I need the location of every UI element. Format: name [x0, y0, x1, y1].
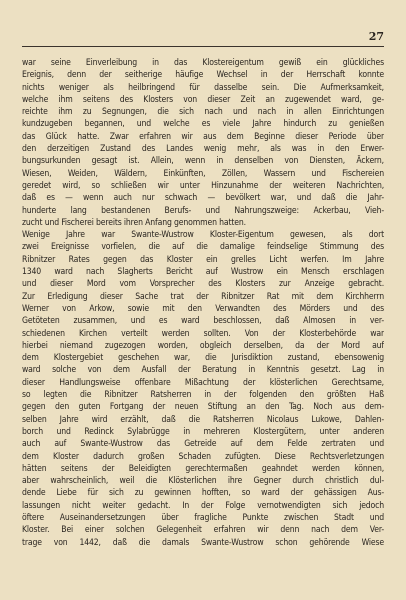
- text-line: öftere Auseinandersetzungen über fragliche Punkte zwischen Stadt und: [22, 512, 384, 523]
- text-line: zwei Ereignisse vorfielen, die auf die damalige feindselige Stimmung des: [22, 242, 384, 253]
- text-line: das Glück hatte. Zwar erfahren wir aus dem Beginne dieser Periode über: [22, 131, 384, 142]
- page-header: [22, 30, 384, 47]
- text-line: reichte ihm zu Segnungen, die sich nach und nach in allen Einrichtungen: [22, 107, 384, 118]
- text-line: ward solche von dem Ausfall der Beratung in Kenntnis gesetzt. Lag in: [22, 365, 384, 376]
- text-line: hätten seitens der Beleidigten gerechtermaßen geahndet werden können,: [22, 463, 384, 474]
- text-line: Getöteten zusammen, und es ward beschlossen, daß Almosen in ver-: [22, 316, 384, 327]
- text-line: Zur Erledigung dieser Sache trat der Ribnitzer Rat mit dem Kirchherrn: [22, 291, 384, 302]
- text-line: dieser Handlungsweise offenbare Mißachtung der klösterlichen Gerechtsame,: [22, 377, 384, 388]
- text-line: so legten die Ribnitzer Ratsherren in der folgenden den größten Haß: [22, 390, 384, 401]
- text-line: lassungen nicht weiter gedacht. In der Folge vernotwendigten sich jedoch: [22, 500, 384, 511]
- text-line: nichts weniger als heilbringend für dasselbe sein. Die Aufmerksamkeit,: [22, 82, 384, 93]
- text-line: hunderte lang bestandenen Berufs- und Nahrungszweige: Ackerbau, Vieh-: [22, 205, 384, 216]
- text-line: geredet wird, so schließen wir unter Hinzunahme der weiteren Nachrichten,: [22, 180, 384, 191]
- page-number: 27: [368, 30, 384, 43]
- text-line: dende Liebe für sich zu gewinnen hofften, so ward der gehässigen Aus-: [22, 488, 384, 499]
- text-line: aber wahrscheinlich, weil die Klösterlichen ihre Gegner durch christlich dul-: [22, 476, 384, 487]
- text-line: war seine Einverleibung in das Klostereigentum gewiß ein glückliches: [22, 58, 384, 68]
- text-line: Wiesen, Weiden, Wäldern, Einkünften, Zöllen, Wassern und Fischereien: [22, 168, 384, 179]
- text-line: dem Klostergebiet geschehen war, die Jurisdiktion zustand, ebensowenig: [22, 353, 384, 364]
- text-line: schiedenen Kirchen verteilt werden sollten. Von der Klosterbehörde war: [22, 328, 384, 339]
- text-line: Ereignis, denn der seitherige häufige Wechsel in der Herrschaft konnte: [22, 70, 384, 81]
- text-line: bungsurkunden gesagt ist. Allein, wenn in denselben von Diensten, Äckern,: [22, 156, 384, 167]
- text-line: zucht und Fischerei bereits ihren Anfang genommen hatten.: [22, 217, 246, 228]
- text-line: daß es — wenn auch nur schwach — bevölkert war, und daß die Jahr-: [22, 193, 384, 204]
- text-line: auch auf Swante-Wustrow das Getreide auf dem Felde zertraten und: [22, 439, 384, 450]
- text-line: Werner von Arkow, sowie mit den Verwandten des Mörders und des: [22, 303, 384, 314]
- text-line: gegen den guten Fortgang der neuen Stiftung an den Tag. Noch aus dem-: [22, 402, 384, 413]
- text-line: Kloster. Bei einer solchen Gelegenheit erfahren wir denn nach dem Ver-: [22, 525, 384, 536]
- text-line: kundzugeben begannen, und welche es viele Jahre hindurch zu genießen: [22, 119, 384, 130]
- text-line: selben Jahre wird erzählt, daß die Ratsherren Nicolaus Lukowe, Dahlen-: [22, 414, 384, 425]
- text-line: dem Kloster dadurch großen Schaden zufügten. Diese Rechtsverletzungen: [22, 451, 384, 462]
- text-line: 1340 ward nach Slagherts Bericht auf Wustrow ein Mensch erschlagen: [22, 267, 384, 278]
- text-line: borch und Redinck Sylabrügge in mehreren Klostergütern, unter anderen: [22, 426, 384, 437]
- text-line: Ribnitzer Rates gegen das Kloster ein grelles Licht werfen. Im Jahre: [22, 254, 384, 265]
- text-line: trage von 1442, daß die damals Swante-Wustrow schon gehörende Wiese: [22, 537, 384, 548]
- text-line: hierbei niemand zugezogen worden, obgleich derselben, da der Mord auf: [22, 340, 384, 351]
- body-text: [22, 57, 384, 549]
- text-line: welche ihm seitens des Klosters von dieser Zeit an zugewendet ward, ge-: [22, 94, 384, 105]
- text-line: Wenige Jahre war Swante-Wustrow Kloster-Eigentum gewesen, als dort: [22, 230, 384, 241]
- text-line: den derzeitigen Zustand des Landes wenig mehr, als was in den Erwer-: [22, 144, 384, 155]
- text-line: und dieser Mord vom Vorsprecher des Klosters zur Anzeige gebracht.: [22, 279, 384, 290]
